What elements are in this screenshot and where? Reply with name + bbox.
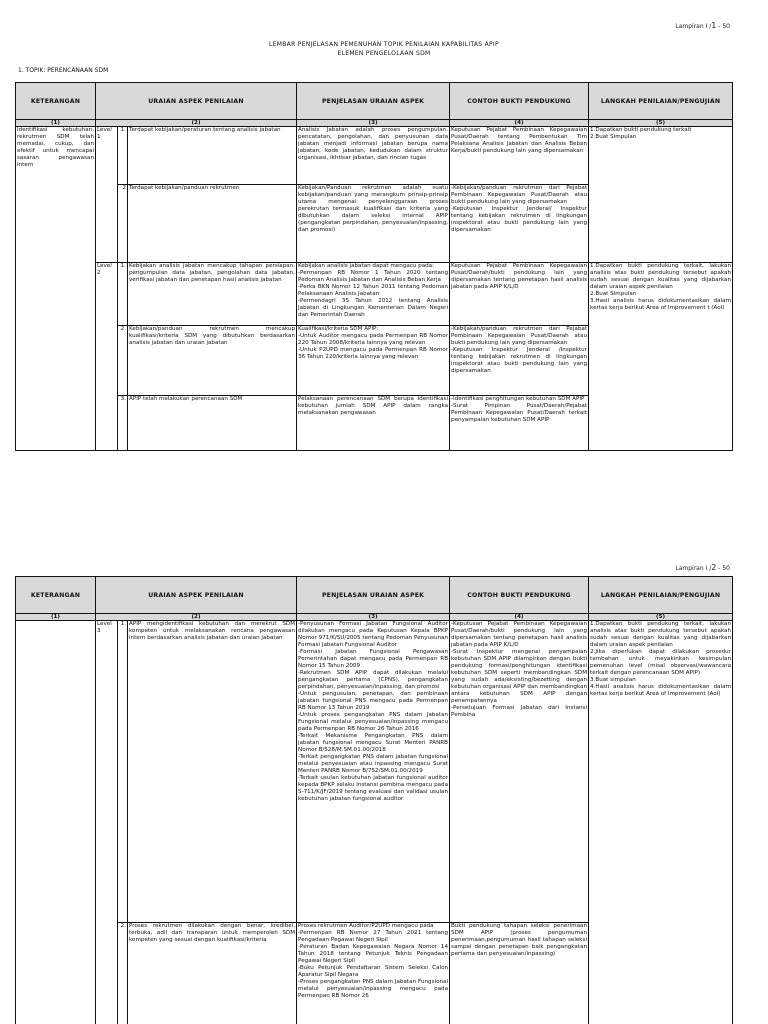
penjelasan-cell: Kebijakan/Panduan rekrutmen adalah suatu kebijakan/panduan yang merangkum prinsip-prinsip utama mengenai penyelenggaraan proses perekrutan termasuk kualifikasi dan kriteria yang dibutuhkan dalam seleksi internal APIP (pengangkatan perpindahan, penyesuaian/inpassing, dan promosi) (297, 185, 450, 263)
document-page-2 (0, 560, 768, 1024)
title-line-2: ELEMEN PENGELOLAAN SDM (337, 50, 431, 57)
penjelasan-cell: Kualifikasi/kriteria SDM APIP: -Untuk Auditor mengacu pada Permenpan RB Nomor 220 Tahun 2008/kriteria lainnya yang relevan -Untuk P2UPD mengacu pada Permenpan RB Nomor 36 Tahun 220/kriteria lainnya yang relevan (297, 326, 450, 396)
level-label: Level 2 (96, 263, 118, 451)
contoh-cell: -Kebijakan/panduan rekrutmen dari Pejabat Pembinaan Kepegawaian Pusat/Daerah atau bukti pendukung lain yang dipersamakan -Keputusan Inspektur Jenderal /Inspektur tentang kebijakan rekrutmen di lingkungan inspektorat atau bukti pendukung lain yang dipersamakan (450, 326, 589, 396)
lampiran-number: 1 (711, 21, 717, 30)
header-contoh: CONTOH BUKTI PENDUKUNG (450, 577, 589, 614)
lampiran-prefix: Lampiran I / (675, 23, 712, 30)
page-number-label (675, 21, 730, 30)
header-uraian: URAIAN ASPEK PENILAIAN (96, 83, 297, 120)
keterangan-cell: Identifikasi kebutuhan, rekrutmen SDM telah memadai, cukup, dan efektif untuk mencapai sasaran pengawasan intern (16, 127, 96, 451)
col-number: (3) (297, 614, 450, 621)
row-number: 1. (118, 127, 128, 185)
contoh-cell: Bukti pendukung tahapan seleksi penerimaan SDM APIP (proses pengumuman penerimaan,pengumuman hasil tahapan seleksi sampai dengan penetapan baik pengangkatan pertama dan penyesuaian/inpassing) (450, 923, 589, 1024)
uraian-cell: Kebijakan analisis jabatan mencakup tahapan persiapan, pengumpulan data jabatan, pengolahan data jabatan, verifikasi jabatan dan penetapan hasil analisis jabatan (128, 263, 297, 326)
document-page-1 (0, 0, 768, 500)
assessment-table-page-2 (15, 576, 733, 1024)
uraian-cell: Terdapat kebijakan/peraturan tentang analisis jabatan (128, 127, 297, 185)
row-number: 2. (118, 923, 128, 1024)
lampiran-suffix: - 50 (716, 23, 730, 30)
col-number: (3) (297, 120, 450, 127)
penjelasan-cell: Proses rekrutmen Auditor/P2UPD mengacu pada -Permenpan RB Nomor 27 Tahun 2021 tentang Pengadaan Pegawai Negeri Sipil -Peraturan Badan Kepegawaian Negara Nomor 14 Tahun 2018 tentang Petunjuk Teknis Pengadaan Pegawai Negeri Sipil -Buku Petunjuk Pendaftaran Sistem Seleksi Calon Aparatur Sipil Negara -Proses pengangkatan PNS dalam Jabatan Fungsional melalui penyesuaian/inpassing mengacu pada Permenpan RB Nomor 26 (297, 923, 450, 1024)
column-number-row (16, 120, 733, 127)
level-label: Level 3 (96, 621, 118, 1024)
penjelasan-cell: Kebijakan analisis jabatan dapat mengacu pada: -Permenpan RB Nomor 1 Tahun 2020 tentang Pedoman Analisis Jabatan dan Analisis Beban Kerja -Perka BKN Nomor 12 Tahun 2011 tentang Pedoman Pelaksanaan Analisis Jabatan -Permendagri 35 Tahun 2012 tentang Analisis Jabatan di Lingkungan Kementerian Dalam Negeri dan Pemerintah Daerah (297, 263, 450, 326)
lampiran-number: 2 (711, 563, 717, 572)
langkah-cell: 1.Dapatkan bukti pendukung terkait, lakukan analisis atas bukti pendukung tersebut apakah sudah sesuai dengan kualitas yang dijabarkan dalam uraian aspek penilaian 2.Buat Simpulan 3.Hasil analisis harus didokumentasikan dalam kertas kerja berikut Area of Improvement t (AoI) (589, 263, 733, 451)
title-line-1: LEMBAR PENJELASAN PEMENUHAN TOPIK PENILAIAN KAPABILITAS APIP (269, 41, 499, 48)
table-row (16, 127, 733, 185)
uraian-cell: APIP mengidentifikasi kebutuhan dan merekrut SDM kompeten untuk melaksanakan rencana pengawasan intern berdasarkan analisis jabatan dan uraian jabatan (128, 621, 297, 923)
header-contoh: CONTOH BUKTI PENDUKUNG (450, 83, 589, 120)
row-number: 2 (118, 185, 128, 263)
penjelasan-cell: Analisis Jabatan adalah proses pengumpulan, pencatatan, pengolahan, dan penyusunan data jabatan menjadi informasi jabatan berupa nama jabatan, kode jabatan, kedudukan dalam struktur organisasi, ikhtisar jabatan, dan rincian tugas (297, 127, 450, 185)
penjelasan-cell: -Penyusunan Formasi Jabatan Fungsional Auditor dilakukan mengacu pada Keputusan Kepala BPKP Nomor 971/K/SU/2005 tentang Pedoman Penyusunan Formasi Jabatan Fungsional Auditor -Formasi Jabatan Fungsional Pengawasan Pemerintahan dapat mengacu pada Permenpan RB Nomor 15 Tahun 2009 -Rekrutmen SDM APIP dapat dilakukan melalui pengangkatan pertama (CPNS), pengangkatan perpindahan, penyesuaian/inpassing, dan promosi -Untuk pengusulan, penetapan, dan pembinaan jabatan fungsional PNS mengacu pada Permenpan RB Nomor 13 Tahun 2019 -Untuk proses pengangkatan PNS dalam Jabatan Fungsional melalui penyesuaian/inpassing mengacu pada Permenpan RB Nomor 26 Tahun 2016 -Terkait Mekanisme Pengangkatan PNS dalam jabatan fungsional mengacu Surat Menteri PANRB Nomor B/528/M.SM.01.00/2018 -Terkait pengangkatan PNS dalam jabatan fungsional melalui penyesuaian atau inpassing mengacu Surat Menteri PANRB Nomor B/752/SM.01.00/2019 -Terkait usulan kebutuhan jabatan fungsional auditor kepada BPKP selaku instansi pembina mengacu pada S-711/K/JF/2019 tentang evaluasi dan validasi usulan kebutuhan jabatan fungsional auditor (297, 621, 450, 923)
row-number: 3. (118, 396, 128, 451)
contoh-cell: Keputusan Pejabat Pembinaan Kepegawaian Pusat/Daerah/bukti pendukung lain yang dipersamakan tentang penetapan hasil analisis jabatan pada APIP K/L/D (450, 263, 589, 326)
col-number: (2) (96, 614, 297, 621)
uraian-cell: APIP telah melakukan perencanaan SDM (128, 396, 297, 451)
table-header-row (16, 577, 733, 614)
header-penjelasan: PENJELASAN URAIAN ASPEK (297, 83, 450, 120)
header-penjelasan: PENJELASAN URAIAN ASPEK (297, 577, 450, 614)
contoh-cell: Keputusan Pejabat Pembinaan Kepegawaian Pusat/Daerah tentang Pembentukan Tim Pelaksana Analisis Jabatan dan Analisis Beban Kerja/bukti pendukung lain yang dipersamakan (450, 127, 589, 185)
column-number-row (16, 614, 733, 621)
lampiran-prefix: Lampiran I / (675, 565, 712, 572)
contoh-cell: -Keputusan Pejabat Pembinaan Kepegawaian Pusat/Daerah/bukti pendukung lain yang dipersamakan tentang penetapan hasil analisis jabatan pada APIP K/L/D -Surat Inspektur mengenai penyampaian kebutuhan SDM APIP dilampirkan dengan bukti pendukung formasi/penghitungan identifikasi kebutuhan SDM seperti membandingkan SDM yang sudah ada/eksisting/bezetting dengan kebutuhan organisasi APIP dan membandingkan antara kebutuhan SDM APIP dengan penempatannya -Persetujuan Formasi Jabatan dari Instansi Pembina (450, 621, 589, 923)
langkah-cell: 1.Dapatkan bukti pendukung terkait, lakukan analisis atas bukti pendukung tersebut apakah sudah sesuai dengan kualitas yang dijabarkan dalam uraian aspek penilaian 2.Jika diperlukan dapat dilakukan prosedur tambahan untuk meyakinkan kesimpulan pemenuhan level (misal observasi/wawancara terkait dengan perencanaan SDM APIP) 3.Buat simpulan 4.Hasil analisis harus didokumentasikan dalam kertas kerja berikut Area of Improvement (AoI) (589, 621, 733, 1024)
row-number: 1. (118, 621, 128, 923)
header-langkah: LANGKAH PENILAIAN/PENGUJIAN (589, 577, 733, 614)
header-uraian: URAIAN ASPEK PENILAIAN (96, 577, 297, 614)
level-label: Level 1 (96, 127, 118, 263)
langkah-cell: 1.Dapatkan bukti pendukung terkait 2.Buat Simpulan (589, 127, 733, 263)
row-number: 1. (118, 263, 128, 326)
row-number: 2. (118, 326, 128, 396)
lampiran-suffix: - 50 (716, 565, 730, 572)
col-number: (5) (589, 120, 733, 127)
penjelasan-cell: Pelaksanaan perencanaan SDM berupa identifikasi kebutuhan jumlah SDM APIP dalam rangka melaksanakan pengawasan (297, 396, 450, 451)
table-header-row (16, 83, 733, 120)
col-number: (2) (96, 120, 297, 127)
assessment-table-page-1 (15, 82, 733, 451)
col-number: (5) (589, 614, 733, 621)
col-number: (1) (16, 614, 96, 621)
contoh-cell: -Identifikasi penghitungan kebutuhan SDM APIP -Surat Pimpinan Pusat/Daerah/Pejabat Pembinaan Kepegawaian Pusat/Daerah terkait penyampaian kebutuhan SDM APIP (450, 396, 589, 451)
uraian-cell: Kebijakan/panduan rekrutmen mencakup kualifikasi/kriteria SDM yang dibutuhkan berdasarkan analisis jabatan dan uraian jabatan (128, 326, 297, 396)
document-title (0, 40, 768, 58)
contoh-cell: -Kebijakan/panduan rekrutmen dari Pejabat Pembinaan Kepegawaian Pusat/Daerah atau bukti pendukung lain yang dipersamakan -Keputusan Inspektur Jenderal/ Inspektur tentang kebijakan rekrutmen di lingkungan inspektorat atau bukti pendukung lain yang dipersamakan (450, 185, 589, 263)
topic-heading: 1. TOPIK: PERENCANAAN SDM (18, 67, 109, 74)
uraian-cell: Terdapat kebijakan/panduan rekrutmen (128, 185, 297, 263)
col-number: (4) (450, 120, 589, 127)
header-keterangan: KETERANGAN (16, 83, 96, 120)
keterangan-cell (16, 621, 96, 1024)
header-langkah: LANGKAH PENILAIAN/PENGUJIAN (589, 83, 733, 120)
table-row (16, 621, 733, 923)
uraian-cell: Proses rekrutmen dilakukan dengan benar, kredibel, terbuka, adil dan transparan untuk memperoleh SDM kompeten yang sesuai dengan kualifikasi/kriteria (128, 923, 297, 1024)
header-keterangan: KETERANGAN (16, 577, 96, 614)
table-row (16, 263, 733, 326)
page-number-label (675, 563, 730, 572)
col-number: (4) (450, 614, 589, 621)
col-number: (1) (16, 120, 96, 127)
